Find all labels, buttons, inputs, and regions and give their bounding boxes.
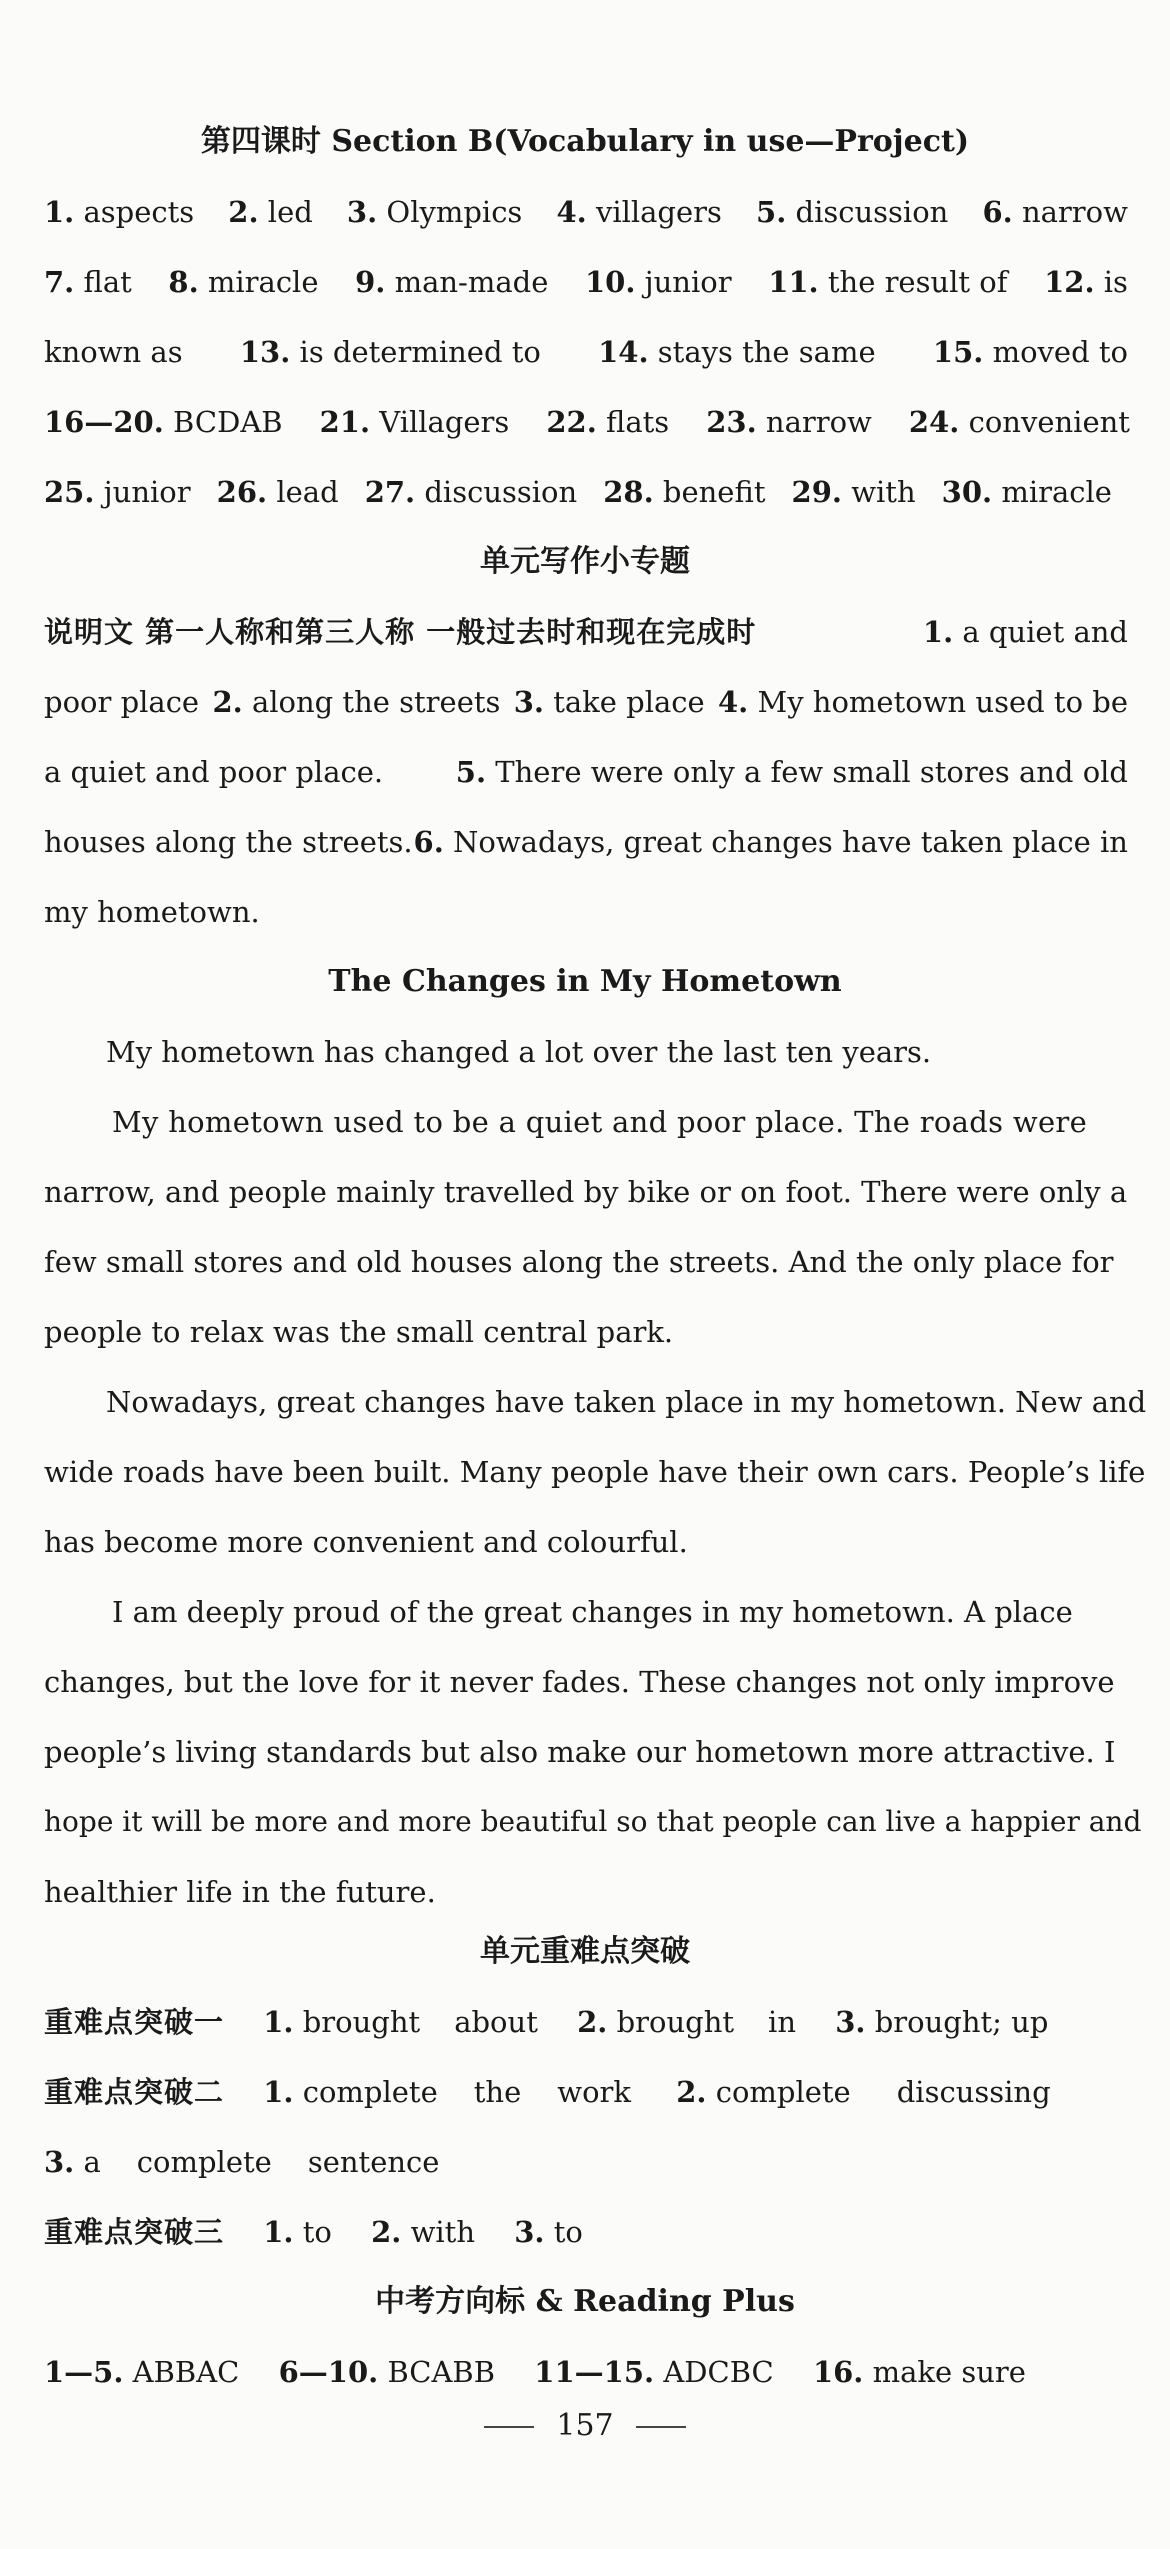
answer-item: 12. is <box>1044 265 1128 299</box>
page-footer <box>0 2406 1170 2446</box>
answer-item: 30. miracle <box>941 475 1112 509</box>
answer-item: 6. narrow <box>982 195 1128 229</box>
essay-title: The Changes in My Hometown <box>328 964 842 999</box>
answer-item: 29. with <box>791 475 916 509</box>
essay-line: Nowadays, great changes have taken place in my hometown. New and <box>106 1385 1147 1419</box>
footer-rule-left <box>484 2426 534 2428</box>
answer-item: 28. benefit <box>603 475 766 509</box>
section-title-writing: 单元写作小专题 <box>480 544 690 579</box>
key-point-row-2: 重难点突破二 1. complete the work 2. complete discussing <box>44 2075 1051 2109</box>
essay-line: My hometown has changed a lot over the last ten years. <box>106 1035 932 1069</box>
exam-answer-row: 1—5. ABBAC 6—10. BCABB 11—15. ADCBC 16. make sure <box>44 2355 1026 2389</box>
key-point-row-1: 重难点突破一 1. brought about 2. brought in 3. brought; up <box>44 2005 1049 2039</box>
essay-line: few small stores and old houses along the streets. And the only place for <box>44 1245 1114 1279</box>
essay-line: people’s living standards but also make our hometown more attractive. I <box>44 1735 1116 1769</box>
answer-row-4 <box>44 402 1130 442</box>
answer-row-2 <box>44 262 1128 302</box>
answer-item: 16—20. BCDAB <box>44 405 283 439</box>
section-title-lesson4: 第四课时 Section B(Vocabulary in use—Project) <box>200 124 970 159</box>
answer-item: 9. man-made <box>355 265 549 299</box>
essay-line: narrow, and people mainly travelled by bike or on foot. There were only a <box>44 1175 1128 1209</box>
answer-item: 24. convenient <box>908 405 1130 439</box>
answer-item: 2. led <box>228 195 313 229</box>
answer-row-1 <box>44 192 1128 232</box>
answer-item: 21. Villagers <box>319 405 510 439</box>
answer-item: 27. discussion <box>364 475 578 509</box>
footer-rule-right <box>636 2426 686 2428</box>
answer-item: 8. miracle <box>168 265 319 299</box>
answer-item: 3. Olympics <box>346 195 523 229</box>
answer-item: 25. junior <box>44 475 191 509</box>
essay-line: My hometown used to be a quiet and poor place. The roads were <box>112 1105 1088 1139</box>
essay-line: changes, but the love for it never fades. These changes not only improve <box>44 1665 1115 1699</box>
answer-item: 4. villagers <box>556 195 722 229</box>
essay-line: people to relax was the small central park. <box>44 1315 674 1349</box>
answer-item: 14. stays the same <box>598 335 876 369</box>
writing-line-3: a quiet and poor place. 5. There were only a few small stores and old <box>44 755 1128 789</box>
key-point-row-3: 3. a complete sentence <box>44 2145 440 2179</box>
answer-item: 5. discussion <box>756 195 949 229</box>
answer-item: 23. narrow <box>706 405 872 439</box>
answer-item: 13. is determined to <box>239 335 541 369</box>
essay-line: hope it will be more and more beautiful so that people can live a happier and <box>44 1805 1142 1838</box>
essay-line: healthier life in the future. <box>44 1875 436 1909</box>
answer-item: 26. lead <box>216 475 339 509</box>
essay-line: I am deeply proud of the great changes in my hometown. A place <box>112 1595 1073 1629</box>
page-number: 157 <box>556 2408 614 2443</box>
answer-row-5 <box>44 472 1112 512</box>
writing-line-4: houses along the streets. 6. Nowadays, great changes have taken place in <box>44 825 1128 859</box>
answer-item: 22. flats <box>546 405 670 439</box>
writing-line-2: poor place 2. along the streets 3. take place 4. My hometown used to be <box>44 685 1128 719</box>
answer-item: 11. the result of <box>768 265 1008 299</box>
answer-item: 1. aspects <box>44 195 195 229</box>
answer-row-3 <box>44 332 1128 372</box>
writing-line-1: 说明文 第一人称和第三人称 一般过去时和现在完成时 1. a quiet and <box>44 615 1128 649</box>
answer-item: 10. junior <box>584 265 732 299</box>
writing-line-5: my hometown. <box>44 895 260 929</box>
answer-item: 7. flat <box>44 265 132 299</box>
answer-item: known as <box>44 335 183 369</box>
answer-item: 15. moved to <box>932 335 1128 369</box>
section-title-exam-reading: 中考方向标 & Reading Plus <box>375 2284 795 2319</box>
essay-line: wide roads have been built. Many people have their own cars. People’s life <box>44 1455 1146 1489</box>
key-point-row-4: 重难点突破三 1. to 2. with 3. to <box>44 2215 583 2249</box>
section-title-key-points: 单元重难点突破 <box>480 1934 690 1969</box>
essay-line: has become more convenient and colourful. <box>44 1525 688 1559</box>
